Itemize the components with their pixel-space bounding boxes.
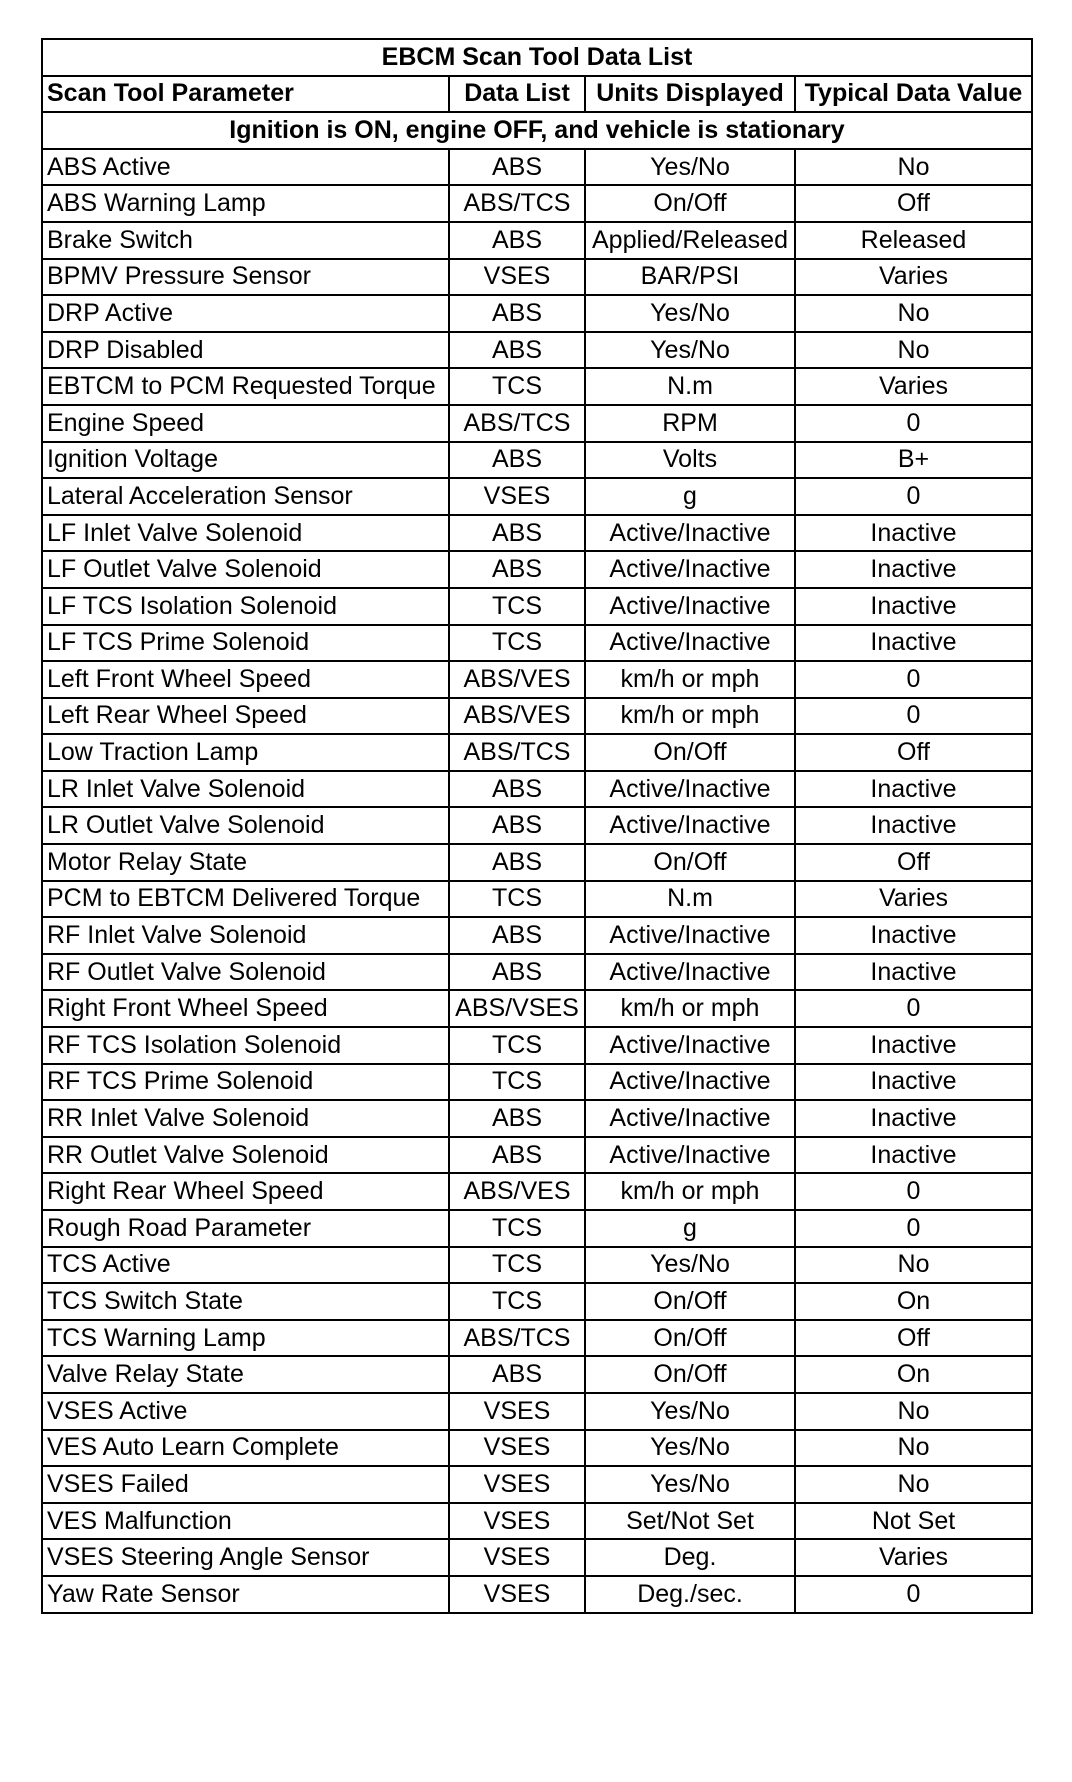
typical-value-cell: Off xyxy=(795,844,1032,881)
data-list-cell: TCS xyxy=(449,1064,585,1101)
units-cell: Set/Not Set xyxy=(585,1503,795,1540)
typical-value-cell: 0 xyxy=(795,1173,1032,1210)
data-list-cell: ABS/TCS xyxy=(449,1320,585,1357)
data-list-cell: TCS xyxy=(449,1247,585,1284)
typical-value-cell: Inactive xyxy=(795,588,1032,625)
parameter-cell: LF TCS Isolation Solenoid xyxy=(42,588,449,625)
parameter-cell: VSES Failed xyxy=(42,1466,449,1503)
parameter-cell: ABS Warning Lamp xyxy=(42,185,449,222)
units-cell: N.m xyxy=(585,368,795,405)
units-cell: Applied/Released xyxy=(585,222,795,259)
data-list-cell: VSES xyxy=(449,259,585,296)
parameter-cell: Engine Speed xyxy=(42,405,449,442)
units-cell: Active/Inactive xyxy=(585,771,795,808)
typical-value-cell: Varies xyxy=(795,259,1032,296)
header-row xyxy=(42,76,1032,113)
data-list-cell: VSES xyxy=(449,478,585,515)
units-cell: Deg./sec. xyxy=(585,1576,795,1613)
units-cell: g xyxy=(585,478,795,515)
table-body xyxy=(42,149,1032,1613)
table-row xyxy=(42,661,1032,698)
typical-value-cell: Inactive xyxy=(795,1137,1032,1174)
table-row xyxy=(42,1137,1032,1174)
table-row xyxy=(42,149,1032,186)
data-list-cell: VSES xyxy=(449,1539,585,1576)
typical-value-cell: Off xyxy=(795,185,1032,222)
typical-value-cell: 0 xyxy=(795,1210,1032,1247)
parameter-cell: RF Outlet Valve Solenoid xyxy=(42,954,449,991)
units-cell: Active/Inactive xyxy=(585,625,795,662)
data-list-cell: VSES xyxy=(449,1393,585,1430)
parameter-cell: LF Outlet Valve Solenoid xyxy=(42,551,449,588)
data-list-table xyxy=(41,38,1033,1614)
typical-value-cell: Inactive xyxy=(795,771,1032,808)
table-row xyxy=(42,185,1032,222)
parameter-cell: Right Front Wheel Speed xyxy=(42,990,449,1027)
typical-value-cell: Varies xyxy=(795,1539,1032,1576)
typical-value-cell: Varies xyxy=(795,881,1032,918)
data-list-cell: ABS/VES xyxy=(449,661,585,698)
data-list-cell: ABS/TCS xyxy=(449,185,585,222)
typical-value-cell: No xyxy=(795,149,1032,186)
condition-heading: Ignition is ON, engine OFF, and vehicle is stationary xyxy=(42,112,1032,149)
typical-value-cell: Inactive xyxy=(795,1064,1032,1101)
units-cell: Yes/No xyxy=(585,295,795,332)
parameter-cell: Yaw Rate Sensor xyxy=(42,1576,449,1613)
table-row xyxy=(42,917,1032,954)
units-cell: Yes/No xyxy=(585,1393,795,1430)
parameter-cell: Lateral Acceleration Sensor xyxy=(42,478,449,515)
data-list-cell: TCS xyxy=(449,881,585,918)
units-cell: Active/Inactive xyxy=(585,1064,795,1101)
parameter-cell: TCS Active xyxy=(42,1247,449,1284)
units-cell: On/Off xyxy=(585,185,795,222)
table-row xyxy=(42,734,1032,771)
data-list-cell: ABS xyxy=(449,551,585,588)
table-row xyxy=(42,698,1032,735)
units-cell: On/Off xyxy=(585,1283,795,1320)
table-row xyxy=(42,1283,1032,1320)
header-scan-tool-parameter: Scan Tool Parameter xyxy=(42,76,449,113)
header-units-displayed: Units Displayed xyxy=(585,76,795,113)
parameter-cell: LR Outlet Valve Solenoid xyxy=(42,807,449,844)
typical-value-cell: No xyxy=(795,295,1032,332)
typical-value-cell: No xyxy=(795,1466,1032,1503)
parameter-cell: RF TCS Prime Solenoid xyxy=(42,1064,449,1101)
table-row xyxy=(42,1247,1032,1284)
units-cell: On/Off xyxy=(585,734,795,771)
data-list-cell: TCS xyxy=(449,1210,585,1247)
data-list-cell: ABS xyxy=(449,515,585,552)
header-data-list: Data List xyxy=(449,76,585,113)
parameter-cell: LR Inlet Valve Solenoid xyxy=(42,771,449,808)
units-cell: Active/Inactive xyxy=(585,588,795,625)
table-row xyxy=(42,625,1032,662)
units-cell: Deg. xyxy=(585,1539,795,1576)
table-row xyxy=(42,1027,1032,1064)
units-cell: Volts xyxy=(585,442,795,479)
typical-value-cell: 0 xyxy=(795,698,1032,735)
parameter-cell: TCS Warning Lamp xyxy=(42,1320,449,1357)
units-cell: Yes/No xyxy=(585,1430,795,1467)
typical-value-cell: 0 xyxy=(795,1576,1032,1613)
table-row xyxy=(42,588,1032,625)
units-cell: Active/Inactive xyxy=(585,1027,795,1064)
parameter-cell: DRP Active xyxy=(42,295,449,332)
typical-value-cell: Inactive xyxy=(795,551,1032,588)
table-row xyxy=(42,1393,1032,1430)
table-row xyxy=(42,1173,1032,1210)
typical-value-cell: 0 xyxy=(795,405,1032,442)
data-list-cell: VSES xyxy=(449,1466,585,1503)
units-cell: On/Off xyxy=(585,844,795,881)
table-row xyxy=(42,1356,1032,1393)
parameter-cell: VES Malfunction xyxy=(42,1503,449,1540)
data-list-cell: ABS xyxy=(449,1356,585,1393)
table-row xyxy=(42,1320,1032,1357)
table-row xyxy=(42,222,1032,259)
parameter-cell: RF TCS Isolation Solenoid xyxy=(42,1027,449,1064)
parameter-cell: EBTCM to PCM Requested Torque xyxy=(42,368,449,405)
typical-value-cell: 0 xyxy=(795,478,1032,515)
table-row xyxy=(42,807,1032,844)
data-list-cell: ABS xyxy=(449,1100,585,1137)
units-cell: Active/Inactive xyxy=(585,807,795,844)
typical-value-cell: On xyxy=(795,1356,1032,1393)
units-cell: Yes/No xyxy=(585,332,795,369)
units-cell: RPM xyxy=(585,405,795,442)
table-row xyxy=(42,990,1032,1027)
table-row xyxy=(42,1466,1032,1503)
typical-value-cell: Inactive xyxy=(795,1027,1032,1064)
parameter-cell: ABS Active xyxy=(42,149,449,186)
data-list-cell: ABS xyxy=(449,917,585,954)
data-list-cell: ABS/TCS xyxy=(449,734,585,771)
parameter-cell: RR Outlet Valve Solenoid xyxy=(42,1137,449,1174)
typical-value-cell: Inactive xyxy=(795,917,1032,954)
condition-row xyxy=(42,112,1032,149)
typical-value-cell: Inactive xyxy=(795,625,1032,662)
parameter-cell: PCM to EBTCM Delivered Torque xyxy=(42,881,449,918)
table-row xyxy=(42,478,1032,515)
parameter-cell: VES Auto Learn Complete xyxy=(42,1430,449,1467)
data-list-cell: ABS xyxy=(449,807,585,844)
table-title: EBCM Scan Tool Data List xyxy=(42,39,1032,76)
typical-value-cell: B+ xyxy=(795,442,1032,479)
parameter-cell: RR Inlet Valve Solenoid xyxy=(42,1100,449,1137)
units-cell: km/h or mph xyxy=(585,698,795,735)
table-row xyxy=(42,551,1032,588)
typical-value-cell: Off xyxy=(795,734,1032,771)
typical-value-cell: No xyxy=(795,332,1032,369)
units-cell: Active/Inactive xyxy=(585,954,795,991)
parameter-cell: RF Inlet Valve Solenoid xyxy=(42,917,449,954)
parameter-cell: VSES Active xyxy=(42,1393,449,1430)
data-list-cell: ABS xyxy=(449,149,585,186)
parameter-cell: Ignition Voltage xyxy=(42,442,449,479)
units-cell: N.m xyxy=(585,881,795,918)
table-row xyxy=(42,515,1032,552)
data-list-cell: ABS xyxy=(449,222,585,259)
parameter-cell: LF TCS Prime Solenoid xyxy=(42,625,449,662)
parameter-cell: DRP Disabled xyxy=(42,332,449,369)
data-list-cell: TCS xyxy=(449,625,585,662)
units-cell: Yes/No xyxy=(585,1466,795,1503)
data-list-cell: ABS xyxy=(449,954,585,991)
data-list-cell: ABS/VES xyxy=(449,698,585,735)
parameter-cell: Valve Relay State xyxy=(42,1356,449,1393)
units-cell: Active/Inactive xyxy=(585,1100,795,1137)
table-row xyxy=(42,1576,1032,1613)
data-list-cell: ABS/VES xyxy=(449,1173,585,1210)
parameter-cell: LF Inlet Valve Solenoid xyxy=(42,515,449,552)
data-list-cell: ABS xyxy=(449,771,585,808)
parameter-cell: Right Rear Wheel Speed xyxy=(42,1173,449,1210)
table-row xyxy=(42,1210,1032,1247)
data-list-cell: ABS xyxy=(449,295,585,332)
table-row xyxy=(42,295,1032,332)
parameter-cell: TCS Switch State xyxy=(42,1283,449,1320)
data-list-cell: ABS/VSES xyxy=(449,990,585,1027)
data-list-cell: ABS xyxy=(449,332,585,369)
table-row xyxy=(42,844,1032,881)
typical-value-cell: Off xyxy=(795,1320,1032,1357)
units-cell: Yes/No xyxy=(585,149,795,186)
table-row xyxy=(42,771,1032,808)
parameter-cell: BPMV Pressure Sensor xyxy=(42,259,449,296)
units-cell: On/Off xyxy=(585,1356,795,1393)
table-row xyxy=(42,368,1032,405)
typical-value-cell: Inactive xyxy=(795,954,1032,991)
data-list-cell: ABS xyxy=(449,442,585,479)
table-row xyxy=(42,442,1032,479)
table-row xyxy=(42,332,1032,369)
data-list-cell: VSES xyxy=(449,1430,585,1467)
units-cell: km/h or mph xyxy=(585,661,795,698)
document-sheet xyxy=(41,38,1033,1614)
units-cell: g xyxy=(585,1210,795,1247)
typical-value-cell: Varies xyxy=(795,368,1032,405)
table-row xyxy=(42,1539,1032,1576)
data-list-cell: VSES xyxy=(449,1503,585,1540)
units-cell: km/h or mph xyxy=(585,1173,795,1210)
units-cell: Active/Inactive xyxy=(585,551,795,588)
typical-value-cell: No xyxy=(795,1430,1032,1467)
parameter-cell: Rough Road Parameter xyxy=(42,1210,449,1247)
typical-value-cell: Inactive xyxy=(795,1100,1032,1137)
data-list-cell: VSES xyxy=(449,1576,585,1613)
table-row xyxy=(42,1503,1032,1540)
parameter-cell: VSES Steering Angle Sensor xyxy=(42,1539,449,1576)
typical-value-cell: No xyxy=(795,1247,1032,1284)
table-row xyxy=(42,259,1032,296)
typical-value-cell: Not Set xyxy=(795,1503,1032,1540)
data-list-cell: ABS/TCS xyxy=(449,405,585,442)
parameter-cell: Low Traction Lamp xyxy=(42,734,449,771)
data-list-cell: TCS xyxy=(449,1027,585,1064)
table-row xyxy=(42,1430,1032,1467)
typical-value-cell: Inactive xyxy=(795,807,1032,844)
units-cell: BAR/PSI xyxy=(585,259,795,296)
typical-value-cell: Released xyxy=(795,222,1032,259)
parameter-cell: Left Rear Wheel Speed xyxy=(42,698,449,735)
typical-value-cell: Inactive xyxy=(795,515,1032,552)
table-row xyxy=(42,1064,1032,1101)
data-list-cell: TCS xyxy=(449,368,585,405)
parameter-cell: Brake Switch xyxy=(42,222,449,259)
data-list-cell: ABS xyxy=(449,1137,585,1174)
typical-value-cell: On xyxy=(795,1283,1032,1320)
typical-value-cell: 0 xyxy=(795,990,1032,1027)
units-cell: Active/Inactive xyxy=(585,1137,795,1174)
table-row xyxy=(42,1100,1032,1137)
units-cell: On/Off xyxy=(585,1320,795,1357)
data-list-cell: TCS xyxy=(449,1283,585,1320)
typical-value-cell: No xyxy=(795,1393,1032,1430)
table-row xyxy=(42,881,1032,918)
units-cell: Active/Inactive xyxy=(585,515,795,552)
typical-value-cell: 0 xyxy=(795,661,1032,698)
title-row xyxy=(42,39,1032,76)
units-cell: Active/Inactive xyxy=(585,917,795,954)
table-row xyxy=(42,954,1032,991)
table-row xyxy=(42,405,1032,442)
data-list-cell: TCS xyxy=(449,588,585,625)
parameter-cell: Motor Relay State xyxy=(42,844,449,881)
units-cell: km/h or mph xyxy=(585,990,795,1027)
units-cell: Yes/No xyxy=(585,1247,795,1284)
data-list-cell: ABS xyxy=(449,844,585,881)
parameter-cell: Left Front Wheel Speed xyxy=(42,661,449,698)
header-typical-data-value: Typical Data Value xyxy=(795,76,1032,113)
